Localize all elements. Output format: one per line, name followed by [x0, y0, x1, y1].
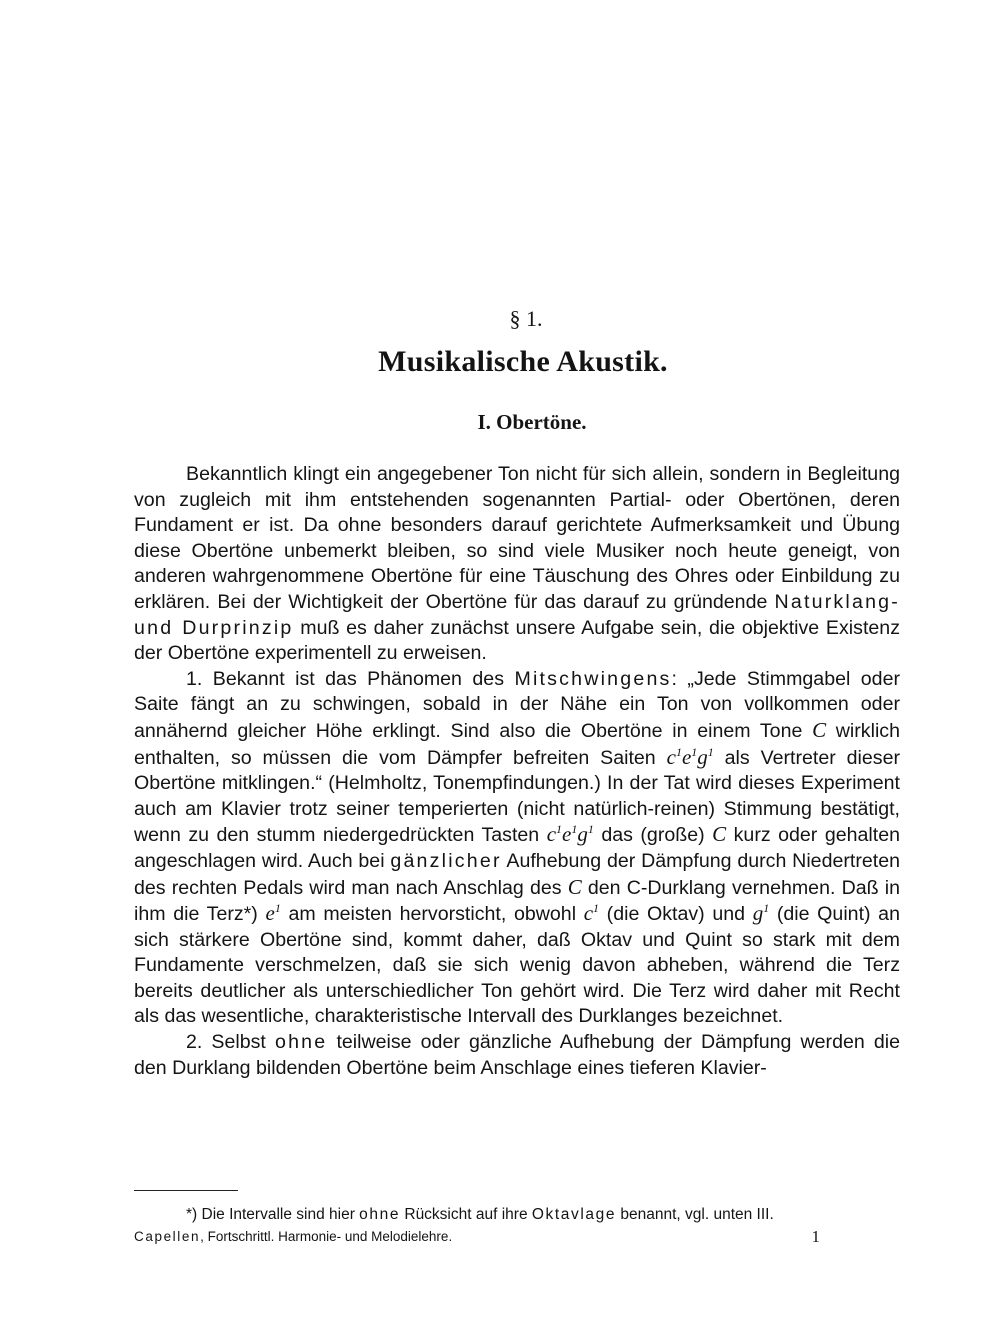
footnote: *) Die Intervalle sind hier ohne Rücksicht auf ihre Oktavlage benannt, vgl. unten III.: [186, 1206, 774, 1223]
paragraph-intro: Bekanntlich klingt ein angegebener Ton nicht für sich allein, sondern in Begleitung von zugleich mit ihm entstehenden sogenannten Partial- oder Obertönen, deren Fundament er ist. Da ohne besonders darauf gerichtete Aufmerksamkeit und Übung diese Obertöne unbemerkt bleiben, so sind viele Musiker noch heute geneigt, von anderen wahrgenommene Obertöne für eine Täuschung des Ohres oder Einbildung zu erklären. Bei der Wichtigkeit der Obertöne für das darauf zu gründende Naturklang- und Durprinzip muß es daher zunächst unsere Aufgabe sein, die objektive Existenz der Obertöne experimentell zu erweisen.: [134, 463, 900, 665]
note-e1: $e^1$: [562, 822, 578, 847]
body-text: [134, 462, 900, 1081]
note-C: C: [567, 874, 582, 899]
paragraph-1: 1. Bekannt ist das Phänomen des Mitschwingens: „Jede Stimmgabel oder Saite fängt an zu schwingen, sobald in der Nähe ein Ton von vollkommen oder annähernd gleicher Höhe erklingt. Sind also die Obertöne in einem Tone C wirklich enthalten, so müssen die vom Dämpfer befreiten Saiten $c^1e^1g^1$ als Vertreter dieser Obertöne mitklingen.“ (Helmholtz, Tonempfindungen.) In der Tat wird dieses Experiment auch am Klavier trotz seiner temperierten (nicht natürlich-reinen) Stimmung bestätigt, wenn zu den stumm niedergedrückten Tasten $c^1e^1g^1$ das (große) C kurz oder gehalten angeschlagen wird. Auch bei gänzlicher Aufhebung der Dämpfung durch Niedertreten des rechten Pedals wird man nach Anschlag des C den C-Durklang vernehmen. Daß in ihm die Terz*) $e^1$ am meisten hervorsticht, obwohl $c^1$ (die Oktav) und $g^1$ (die Quint) an sich stärkere Obertöne sind, kommt daher, daß Oktav und Quint so stark mit dem Fundamente verschmelzen, daß sie sich wenig davon abheben, während die Terz bereits deutlicher als unterschiedlicher Ton gehört wird. Die Terz wird daher mit Recht als das wesentliche, charakteristische Intervall des Durklanges bezeichnet.: [134, 667, 901, 1028]
section-number: § 1.: [509, 306, 543, 331]
paragraph-2: 2. Selbst ohne teilweise oder gänzliche Aufhebung der Dämpfung werden die den Durklang bildenden Obertöne beim Anschlage eines tieferen Klavier-: [134, 1031, 900, 1079]
signature-line: [134, 1228, 900, 1246]
note-g1: $g^1$: [577, 822, 594, 847]
note-c1: $c^1$: [546, 822, 563, 847]
section-subtitle: I. Obertöne.: [477, 410, 587, 434]
note-c1: $c^1$: [583, 901, 600, 926]
chapter-title: Musikalische Akustik.: [378, 345, 668, 378]
note-e1: $e^1$: [681, 744, 698, 769]
note-g1: $g^1$: [752, 901, 770, 926]
note-C: C: [812, 717, 827, 742]
author-name: Capellen: [134, 1229, 201, 1244]
note-c1: $c^1$: [666, 744, 682, 769]
note-C: C: [712, 822, 727, 847]
note-e1: $e^1$: [265, 901, 281, 926]
spaced-term: gänzlicher: [390, 849, 502, 872]
note-g1: $g^1$: [697, 744, 714, 769]
page-number: 1: [811, 1227, 820, 1246]
spaced-term: Naturklang- und Durprinzip: [134, 590, 900, 639]
signature-text: Capellen, Fortschrittl. Harmonie- und Melodielehre.: [134, 1229, 453, 1244]
spaced-term: Mitschwingens: [514, 667, 672, 690]
spaced-term: ohne: [274, 1031, 328, 1054]
footnote-divider: [134, 1190, 238, 1191]
